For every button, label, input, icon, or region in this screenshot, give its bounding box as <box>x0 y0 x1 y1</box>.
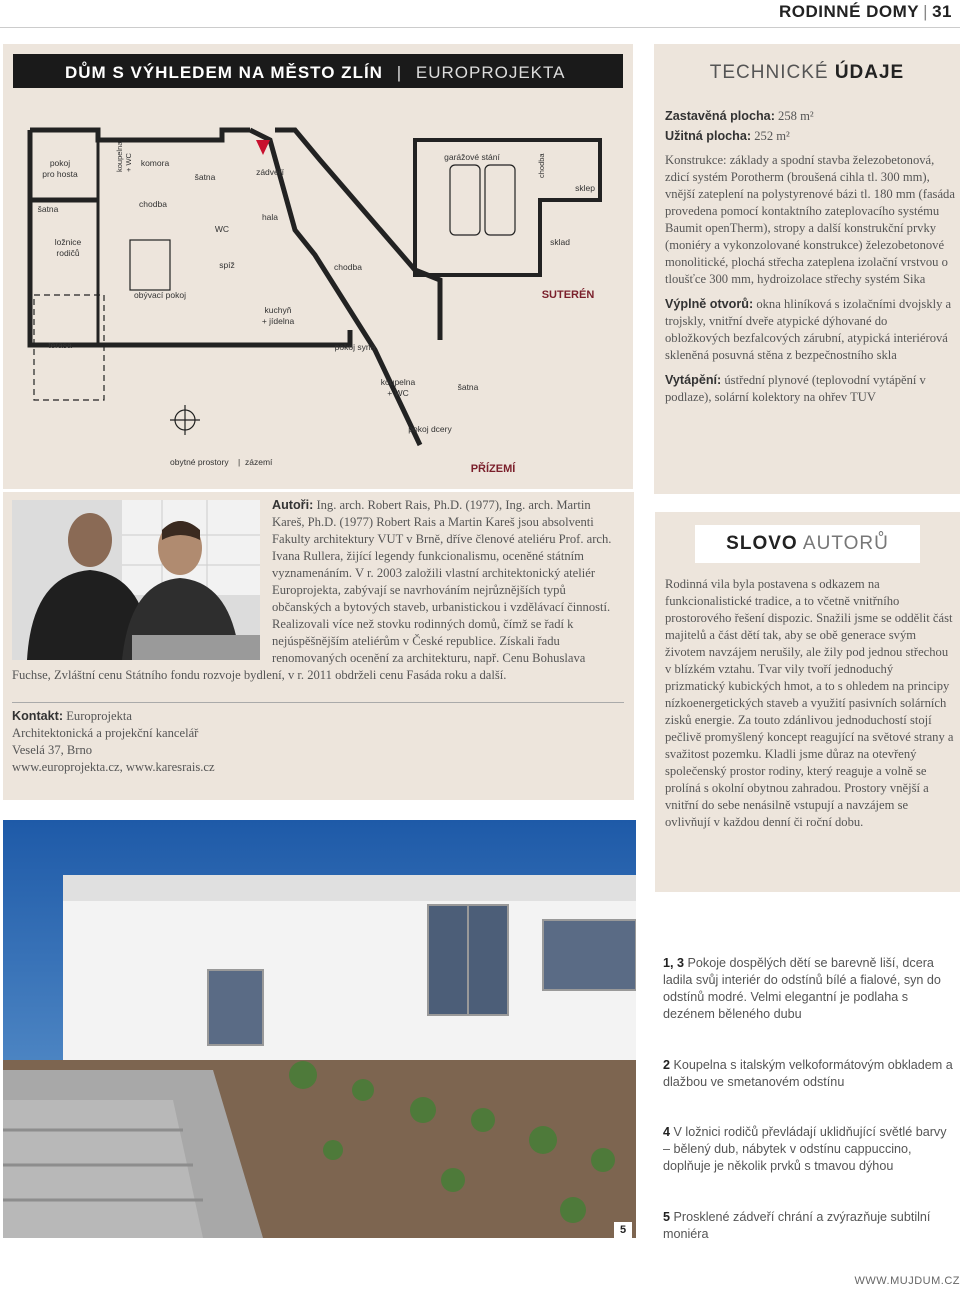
room-label: pro hosta <box>42 169 78 179</box>
house-photo <box>3 820 636 1238</box>
caption-number: 2 <box>663 1058 671 1072</box>
room-label: šatna <box>37 204 59 214</box>
room-label: zádveří <box>256 167 284 177</box>
caption-text: Pokoje dospělých dětí se barevně liší, dcera ladila svůj interiér do odstínů bílé a fialové, syn do odstínů modré. Velmi elegantní je podlaha s dezénem běleného dubu <box>663 956 941 1021</box>
room-label: garážové stání <box>444 152 500 162</box>
floor-label-suteren: SUTERÉN <box>541 289 595 301</box>
room-label: pokoj <box>49 158 71 168</box>
caption <box>663 955 953 1023</box>
plan-title-separator: | <box>396 63 403 82</box>
room-label: sklep <box>575 183 595 193</box>
caption-number: 1, 3 <box>663 956 685 970</box>
room-label: ložnice <box>54 237 82 247</box>
plan-wall <box>415 140 600 275</box>
windows-label: Výplně otvorů: <box>665 297 754 311</box>
caption <box>663 1124 953 1175</box>
room-label: obývací pokoj <box>134 290 186 300</box>
room-label: hala <box>261 212 279 222</box>
tech-heading <box>654 62 960 84</box>
room-label: šatna <box>194 172 216 182</box>
heating-label: Vytápění: <box>665 373 722 387</box>
tech-body <box>665 108 955 414</box>
caption-text: Koupelna s italským velkoformátovým obkladem a dlažbou ve smetanovém odstínu <box>663 1058 953 1089</box>
page-number: 31 <box>932 2 952 21</box>
plan-legend-b: zázemí <box>245 457 273 467</box>
plan-furniture <box>130 240 170 290</box>
authors-label: Autoři: <box>272 498 314 512</box>
footer-url[interactable]: WWW.MUJDUM.CZ <box>854 1275 960 1287</box>
contact-block <box>12 708 412 776</box>
header-separator: | <box>923 2 929 21</box>
floor-plan <box>20 100 625 485</box>
room-label: kuchyň <box>264 305 292 315</box>
plan-title-firm: EUROPROJEKTA <box>415 63 566 82</box>
room-label: spíž <box>219 260 235 270</box>
section-title: RODINNÉ DOMY <box>779 2 920 21</box>
construction-text: Konstrukce: základy a spodní stavba železobetonová, zdicí systém Porotherm (broušená cihla tl. 300 mm), vnější zateplení na polystyrenové bázi tl. 180 mm (fasáda provedena pomocí kontaktního zateplovacího systému Baumit openTherm), stropy a další konstrukční prvky (moniéry a vykonzolované konstrukce) železobetonové monolitické, plochá střecha zateplena izolační vrstvou o tloušťce 300 mm, hydroizolace střechy systém Sika <box>665 153 955 286</box>
plan-car <box>485 165 515 235</box>
area-usable-value: 252 m² <box>754 129 790 143</box>
authors-text-float-spacer <box>12 497 272 662</box>
room-label: chodba <box>537 153 546 178</box>
room-label: WC <box>214 224 230 234</box>
contact-label: Kontakt: <box>12 709 64 723</box>
heating-text: ústřední plynové (teplovodní vytápění v podlaze), solární kolektory na ohřev TUV <box>665 373 926 404</box>
room-label: + WC <box>124 153 133 172</box>
room-label: + WC <box>387 388 409 398</box>
windows-text: okna hliníková s izolačními dvojskly a trojskly, vnitřní dveře atypické dýhované do obložkových bezfalcových zárubní, atypická interiérová skleněná posuvná stěna z bezpečnostního skla <box>665 297 952 362</box>
contact-line4[interactable]: www.europrojekta.cz, www.karesrais.cz <box>12 760 215 774</box>
tech-heading-light: TECHNICKÉ <box>709 62 829 83</box>
room-label: koupelna <box>380 377 416 387</box>
photo-number: 5 <box>614 1222 632 1238</box>
room-label: sklad <box>550 237 570 247</box>
slovo-text: Rodinná vila byla postavena s odkazem na funkcionalistické tradice, a to včetně vnitřního prostorového řešení dispozic. Snažili jsme se oddělit část majitelů a část dětí tak, aby se obě generace svým životem navzájem nerušily, ale žily pod jednou střechou v blízkém vztahu. Tvar vily tvoří jednoduchý prizmatický kubických hmot, a to s ohledem na principy nízkoenergetických staveb a využití pasivních solárních zisků energie. Za touto zdánlivou jednoduchostí stojí pečlivě promyšlený koncept reagující na světové strany a svažitost pozemku. Kladli jsme důraz na otevřený společenský prostor rodiny, který reaguje a volně se prolíná s okolní obytnou zahradou. Prostory vnější a vnitřní do sebe nenásilně vstupují a navzájem se ovlivňují v každou denní či roční dobu. <box>665 577 954 829</box>
room-label: + jídelna <box>261 316 295 326</box>
area-built-value: 258 m² <box>778 109 814 123</box>
room-label: komora <box>140 158 170 168</box>
caption <box>663 1209 953 1243</box>
room-label: pokoj dcery <box>408 424 452 434</box>
plan-legend-a: obytné prostory <box>170 457 229 467</box>
tech-heading-bold: ÚDAJE <box>834 62 905 83</box>
plan-entrance-marker <box>256 140 270 155</box>
room-label: šatna <box>457 382 479 392</box>
area-usable-label: Užitná plocha: <box>665 129 752 143</box>
caption <box>663 1057 953 1091</box>
plan-legend-sep: | <box>238 457 241 467</box>
contact-line1: Europrojekta <box>66 709 132 723</box>
room-label: terasa <box>48 340 72 350</box>
plan-title: DŮM S VÝHLEDEM NA MĚSTO ZLÍN <box>65 63 383 82</box>
plan-title-bar <box>13 54 623 88</box>
area-built-label: Zastavěná plocha: <box>665 109 775 123</box>
section-header <box>779 2 952 22</box>
plan-wall <box>30 130 250 140</box>
plan-car <box>450 165 480 235</box>
room-label: chodba <box>139 199 167 209</box>
authors-bio: Ing. arch. Robert Rais, Ph.D. (1977), Ing. arch. Martin Kareš, Ph.D. (1977) Robert Rais a Martin Kareš jsou absolventi Fakulty architektury VUT v Brně, dříve členové ateliéru Prof. arch. Ivana Rullera, žijící legendy funkcionalismu, oceněné státním vyznamenáním. V r. 2003 založili vlastní architektonický ateliér Europrojekta, zabývají se navrhováním nejrůznějších typů občanských a bytových staveb, urbanistickou i vzdělávací činností. Realizovali více než stovku rodinných domů, čímž se řadí k nejúspěšnějším ateliérům v České republice. Získali řadu renomovaných ocenění za architekturu, např. Cenu Bohuslava Fuchse, Zvláštní cenu Státního fondu rozvoje bydlení, v r. 2011 obdrželi cenu Fasáda roku a další. <box>12 498 612 682</box>
room-label: koupelna <box>115 141 124 172</box>
room-label: chodba <box>334 262 362 272</box>
room-label: pokoj syna <box>334 342 376 352</box>
contact-line2: Architektonická a projekční kancelář <box>12 726 199 740</box>
caption-text: Prosklené zádveří chrání a zvýrazňuje subtilní moniéra <box>663 1210 931 1241</box>
slovo-heading-light: AUTORŮ <box>802 533 889 554</box>
caption-number: 5 <box>663 1210 671 1224</box>
room-label: rodičů <box>56 248 80 258</box>
header-divider <box>0 27 960 28</box>
authors-text <box>12 497 624 684</box>
slovo-heading <box>695 525 920 563</box>
contact-line3: Veselá 37, Brno <box>12 743 93 757</box>
caption-number: 4 <box>663 1125 671 1139</box>
slovo-heading-bold: SLOVO <box>726 533 798 554</box>
authors-divider <box>12 702 624 703</box>
floor-label-prizemi: PŘÍZEMÍ <box>470 463 516 475</box>
caption-text: V ložnici rodičů převládají uklidňující světlé barvy – bělený dub, nábytek v odstínu cappuccino, doplňuje je několik prvků s tmavou dýhou <box>663 1125 947 1173</box>
